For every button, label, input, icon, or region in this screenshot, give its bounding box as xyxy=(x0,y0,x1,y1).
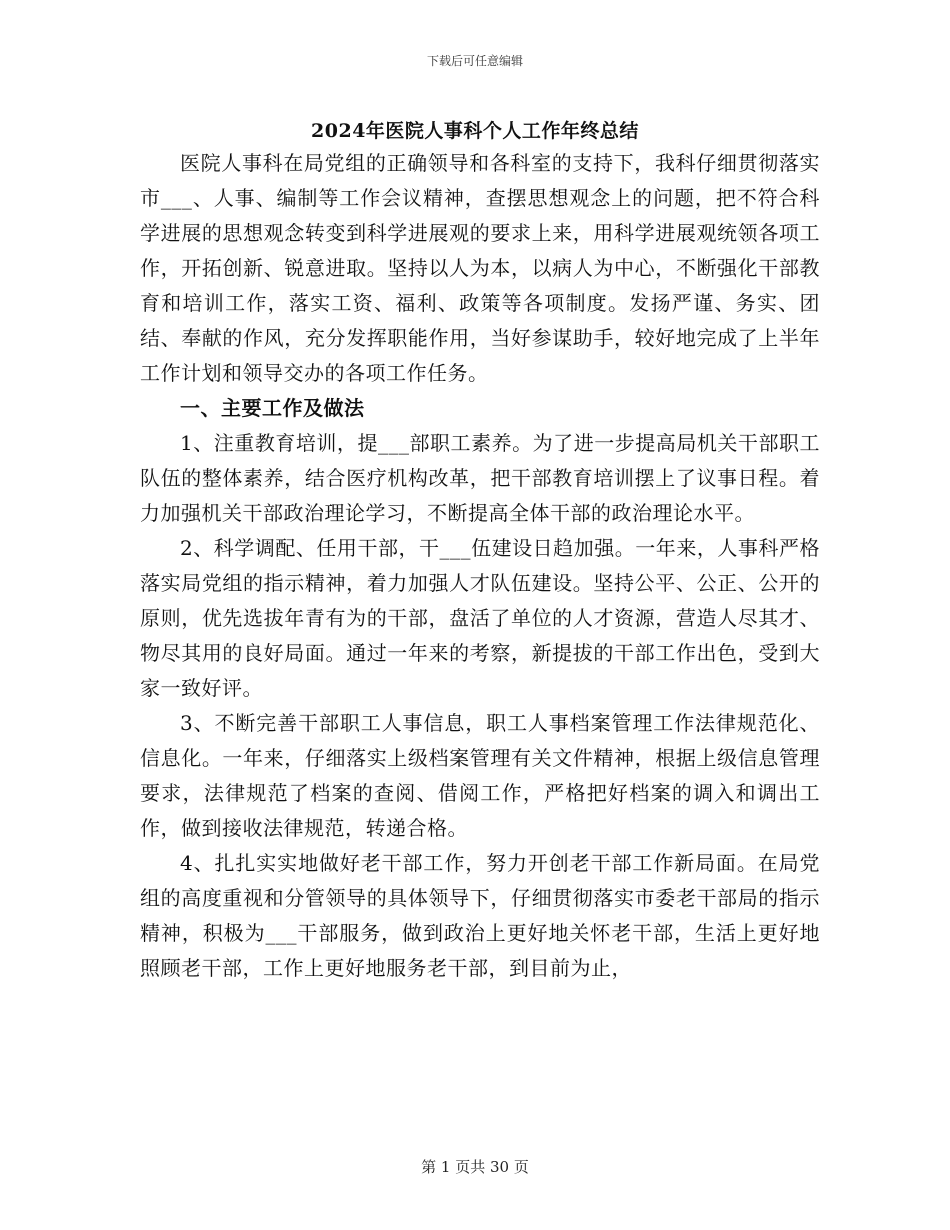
document-title: 2024年医院人事科个人工作年终总结 xyxy=(311,120,639,142)
intro-paragraph: 医院人事科在局党组的正确领导和各科室的支持下，我科仔细贯彻落实市___、人事、编制等工作会议精神，查摆思想观念上的问题，把不符合科学进展的思想观念转变到科学进展观的要求上来，用科学进展观统领各项工作，开拓创新、锐意进取。坚持以人为本，以病人为中心，不断强化干部教育和培训工作，落实工资、福利、政策等各项制度。发扬严谨、务实、团结、奉献的作风，充分发挥职能作用，当好参谋助手，较好地完成了上半年工作计划和领导交办的各项工作任务。 xyxy=(140,151,820,385)
header-note: 下载后可任意编辑 xyxy=(426,54,523,68)
document-body xyxy=(140,146,820,986)
item-paragraph-2: 2、科学调配、任用干部，干___伍建设日趋加强。一年来，人事科严格落实局党组的指示精神，着力加强人才队伍建设。坚持公平、公正、公开的原则，优先选拔年青有为的干部，盘活了单位的人才资源，营造人尽其才、物尽其用的良好局面。通过一年来的考察，新提拔的干部工作出色，受到大家一致好评。 xyxy=(140,536,820,700)
item-paragraph-4: 4、扎扎实实地做好老干部工作，努力开创老干部工作新局面。在局党组的高度重视和分管领导的具体领导下，仔细贯彻落实市委老干部局的指示精神，积极为___干部服务，做到政治上更好地关怀老干部，生活上更好地照顾老干部，工作上更好地服务老干部，到目前为止， xyxy=(140,851,820,980)
item-paragraph-3: 3、不断完善干部职工人事信息，职工人事档案管理工作法律规范化、信息化。一年来，仔细落实上级档案管理有关文件精神，根据上级信息管理要求，法律规范了档案的查阅、借阅工作，严格把好档案的调入和调出工作，做到接收法律规范，转递合格。 xyxy=(140,711,820,840)
page-footer: 第 1 页共 30 页 xyxy=(421,1158,529,1176)
section-heading: 一、主要工作及做法 xyxy=(180,396,365,420)
item-paragraph-1: 1、注重教育培训，提___部职工素养。为了进一步提高局机关干部职工队伍的整体素养，结合医疗机构改革，把干部教育培训摆上了议事日程。着力加强机关干部政治理论学习，不断提高全体干部的政治理论水平。 xyxy=(140,431,820,525)
